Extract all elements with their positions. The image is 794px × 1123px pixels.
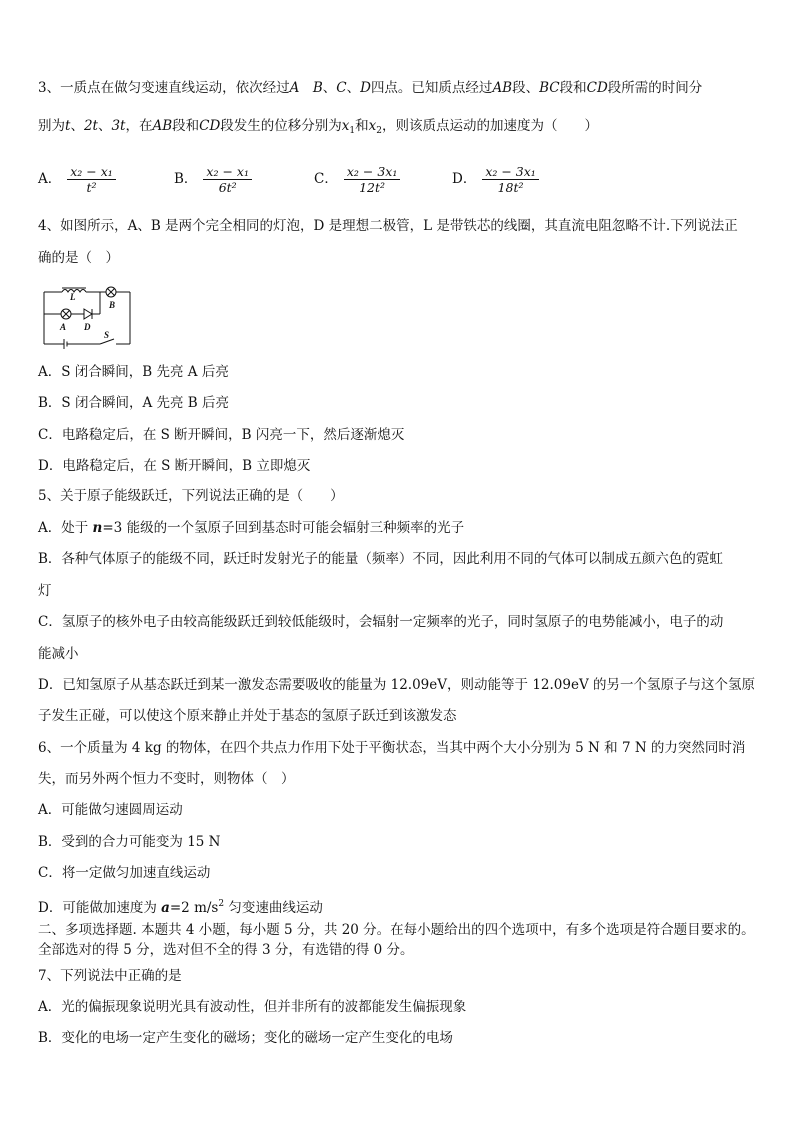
label-a: A xyxy=(60,322,67,332)
label-b: B xyxy=(109,300,116,310)
q3-option-d[interactable]: D． $\frac{\text{x₂ − 3x₁}}{\text{18t²}}$ xyxy=(452,164,539,195)
q4-option-a[interactable]: A．S 闭合瞬间，B 先亮 A 后亮 xyxy=(38,364,229,380)
q5-stem: 5、关于原子能级跃迁，下列说法正确的是（ ） xyxy=(38,488,344,504)
section2-line1: 二、多项选择题. 本题共 4 小题，每小题 5 分，共 20 分。在每小题给出的四个选项中，有多个选项是符合题目要求的。 xyxy=(38,922,755,938)
q7-option-a[interactable]: A．光的偏振现象说明光具有波动性，但并非所有的波都能发生偏振现象 xyxy=(38,999,467,1015)
q6-line2: 失，而另外两个恒力不变时，则物体（ ） xyxy=(38,771,295,787)
fraction: $\frac{\text{x₂ − 3x₁}}{\text{18t²}}$ xyxy=(482,164,539,195)
q4-option-d[interactable]: D．电路稳定后，在 S 断开瞬间，B 立即熄灭 xyxy=(38,458,311,474)
q3-option-a[interactable]: A． $\frac{\text{x₂ − x₁}}{\text{t²}}$ xyxy=(38,164,116,195)
q4-line1: 4、如图所示，A、B 是两个完全相同的灯泡，D 是理想二极管，L 是带铁芯的线圈，其直流电阻忽略不计.下列说法正 xyxy=(38,218,738,234)
q6-option-b[interactable]: B．受到的合力可能变为 15 N xyxy=(38,834,221,850)
section2-line2: 全部选对的得 5 分，选对但不全的得 3 分，有选错的得 0 分。 xyxy=(38,942,414,958)
fraction: $\frac{\text{x₂ − x₁}}{\text{6t²}}$ xyxy=(203,164,252,195)
circuit-diagram xyxy=(42,286,136,352)
label-l: L xyxy=(70,292,76,302)
q5-option-a[interactable]: A．处于 n=3 能级的一个氢原子回到基态时可能会辐射三种频率的光子 xyxy=(38,520,465,536)
q4-option-c[interactable]: C．电路稳定后，在 S 断开瞬间，B 闪亮一下，然后逐渐熄灭 xyxy=(38,427,405,443)
q5-option-d-line1[interactable]: D．已知氢原子从基态跃迁到某一激发态需要吸收的能量为 12.09eV，则动能等于 12.09eV 的另一个氢原子与这个氢原 xyxy=(38,677,755,693)
point-b: B xyxy=(312,80,323,96)
q5-option-c-line2: 能减小 xyxy=(38,646,79,662)
q6-option-a[interactable]: A．可能做匀速圆周运动 xyxy=(38,802,183,818)
point-c: C xyxy=(336,80,347,96)
q4-option-b[interactable]: B．S 闭合瞬间，A 先亮 B 后亮 xyxy=(38,395,230,411)
point-d: D xyxy=(360,80,371,96)
q7-stem: 7、下列说法中正确的是 xyxy=(38,968,182,984)
q5-option-b-line2: 灯 xyxy=(38,583,52,599)
q5-option-c-line1[interactable]: C．氢原子的核外电子由较高能级跃迁到较低能级时，会辐射一定频率的光子，同时氢原子的电势能减小，电子的动 xyxy=(38,614,724,630)
q5-option-d-line2: 子发生正碰，可以使这个原来静止并处于基态的氢原子跃迁到该激发态 xyxy=(38,708,457,724)
q7-option-b[interactable]: B．变化的电场一定产生变化的磁场；变化的磁场一定产生变化的电场 xyxy=(38,1030,453,1046)
q6-line1: 6、一个质量为 4 kg 的物体，在四个共点力作用下处于平衡状态，当其中两个大小分别为 5 N 和 7 N 的力突然同时消 xyxy=(38,740,746,756)
q6-option-d[interactable]: D．可能做加速度为 a=2 $m/s^2$ 匀变速曲线运动 xyxy=(38,899,323,916)
q3-option-b[interactable]: B． $\frac{\text{x₂ − x₁}}{\text{6t²}}$ xyxy=(174,164,252,195)
point-a: A xyxy=(289,80,300,96)
q4-line2: 确的是（ ） xyxy=(38,250,119,266)
label-d: D xyxy=(84,322,91,332)
label-s: S xyxy=(104,330,110,340)
q6-option-c[interactable]: C．将一定做匀加速直线运动 xyxy=(38,865,211,881)
fraction: $\frac{\text{x₂ − 3x₁}}{\text{12t²}}$ xyxy=(344,164,401,195)
fraction: $\frac{\text{x₂ − x₁}}{\text{t²}}$ xyxy=(67,164,116,195)
q5-option-b-line1[interactable]: B．各种气体原子的能级不同，跃迁时发射光子的能量（频率）不同，因此利用不同的气体可以制成五颜六色的霓虹 xyxy=(38,551,723,567)
q3-line2: 别为t、2t、3t，在AB段和CD段发生的位移分别为$x_1$和$x_2$，则该质点运动的加速度为（ ） xyxy=(38,118,599,136)
q3-option-c[interactable]: C． $\frac{\text{x₂ − 3x₁}}{\text{12t²}}$ xyxy=(314,164,400,195)
q3-line1: 3、一质点在做匀变速直线运动，依次经过A B、C、D四点。已知质点经过AB段、BC段和CD段所需的时间分 xyxy=(38,80,703,96)
